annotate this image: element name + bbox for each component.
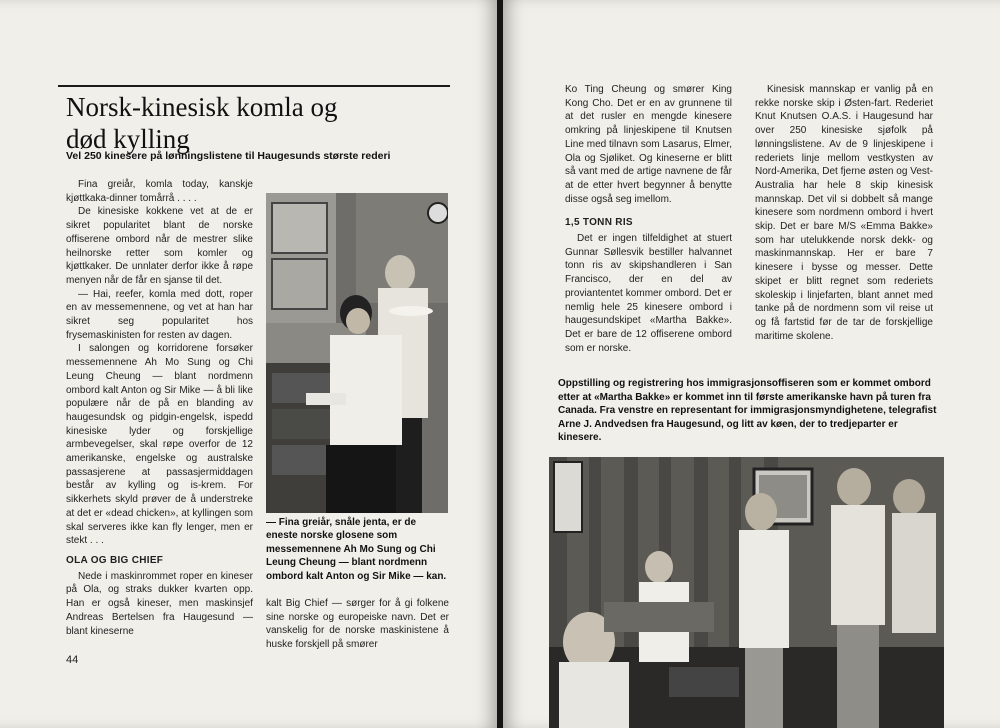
paragraph: De kinesiske kokkene vet at de er sikret popularitet blant de norske offiserene ombord når de mestrer slike heilnorske retter som komler og kjøttkaker. De unnlater derfor ikke å røpe menyen når de får en sjanse til det. bbox=[66, 206, 253, 286]
right-text-column-1 bbox=[565, 83, 732, 355]
title-line-2: død kylling bbox=[66, 124, 190, 154]
paragraph: Nede i maskinrommet roper en kineser på Ola, og straks dukker kvarten opp. Han er også kineser, men maskinsjef Andreas Bertelsen fra Haugesund — blant kineserne bbox=[66, 570, 253, 637]
paragraph: — Hai, reefer, komla med dott, roper en av messemennene, og vet at han har sikret seg popularitet hos frysemaskinisten for resten av dagen. bbox=[66, 288, 253, 341]
left-page bbox=[0, 0, 497, 728]
page-number: 44 bbox=[66, 654, 79, 666]
paragraph: Kinesisk mannskap er vanlig på en rekke norske skip i Østen-fart. Rederiet Knut Knutsen O.A.S. i Haugesund har over 250 kinesiske sjøfolk på lønningslistene. Av de 9 linjeskipene i rederiets linje mellom vestkysten av Nord-Amerika, Det fjerne østen og Vest-Australia har hele 8 skip kinesisk mannskap. Det vil si dobbelt så mange kinesere som nordmenn ombord i hvert skip. Det er bare M/S «Emma Bakke» som har utelukkende norsk dekk- og maskinmannskap. Her er bare 7 kinesere i bysse og messer. Dette skipet er blitt regnet som rederiets skoleskip i linjefarten, blant annet med tanke på de nordmenn som vil reise ut og få fartstid før de tar de forskjellige maritime skolene. bbox=[755, 84, 933, 342]
continuation-text bbox=[266, 597, 449, 652]
immigration-photo-image bbox=[549, 457, 944, 728]
paragraph: Fina greiår, komla today, kanskje kjøttkaka-dinner tomårrå . . . . bbox=[66, 179, 253, 204]
paragraph: kalt Big Chief — sørger for å gi folkene sine norske og europeiske navn. Det er vanskelig for de norske maskinistene å huske forskjell på smører bbox=[266, 598, 449, 651]
galley-photo-caption: — Fina greiår, snåle jenta, er de eneste norske glosene som messemennene Ah Mo Sung og Chi Leung Cheung — blant nordmenn ombord kalt Anton og Sir Mike — kan. bbox=[266, 517, 447, 582]
paragraph: Ko Ting Cheung og smører King Kong Cho. Det er en av grunnene til at det rusler en mengde kinesere omkring på linjeskipene til Knutsen Line med tilnavn som Lasarus, Elmer, Ola og Sjøliket. Og kineserne er blitt så vant med de artige navnene de får at de etter hvert begynner å benytte disse også seg imellom. bbox=[565, 84, 732, 205]
immigration-photo bbox=[549, 457, 944, 728]
article-subtitle: Vel 250 kinesere på lønningslistene til Haugesunds største rederi bbox=[66, 150, 391, 162]
galley-photo bbox=[266, 193, 448, 513]
section-heading: 1,5 TONN RIS bbox=[565, 217, 633, 229]
paragraph: Det er ingen tilfeldighet at stuert Gunnar Søllesvik bestiller halvannet tonn ris av skipshandleren i San Francisco, der en del av proviantentet kommer ombord. Det er nemlig hele 25 kinesere ombord i haugesundskipet «Martha Bakke». Det er bare de 12 offiserene ombord som er norske. bbox=[565, 233, 732, 354]
right-text-column-2 bbox=[755, 83, 933, 343]
section-heading: OLA OG BIG CHIEF bbox=[66, 554, 164, 566]
immigration-photo-caption: Oppstilling og registrering hos immigrasjonsoffiseren som er kommet ombord etter at «Martha Bakke» er kommet inn til første amerikanske havn på turen fra Canada. Fra venstre en representant for immigrasjonsmyndighetene, telegrafist Arne J. Andvedsen fra Haugesund, og litt av køen, der to tredjeparter er kinesere. bbox=[558, 378, 937, 444]
article-title bbox=[66, 91, 446, 155]
title-top-rule bbox=[58, 85, 450, 87]
left-text-column bbox=[66, 178, 253, 638]
galley-photo-image bbox=[266, 193, 448, 513]
paragraph: I salongen og korridorene forsøker messemennene Ah Mo Sung og Chi Leung Cheung — blant nordmenn ombord kalt Anton og Sir Mike — å bli like populære når de på en blanding av haugesundsk og pidgin-engelsk, ispedd kinesiske lyder og forskjellige armbevegelser, skal røpe overfor de 12 amerikanske, engelske og australske passasjerene at passasjermiddagen består av kylling og is-krem. For sikkerhets skyld prøver de å understreke at det er «dead chicken», at kyllingen som skal serveres ikke kan fly lenger, men er stekt . . . bbox=[66, 343, 253, 547]
title-line-1: Norsk-kinesisk komla og bbox=[66, 92, 338, 122]
